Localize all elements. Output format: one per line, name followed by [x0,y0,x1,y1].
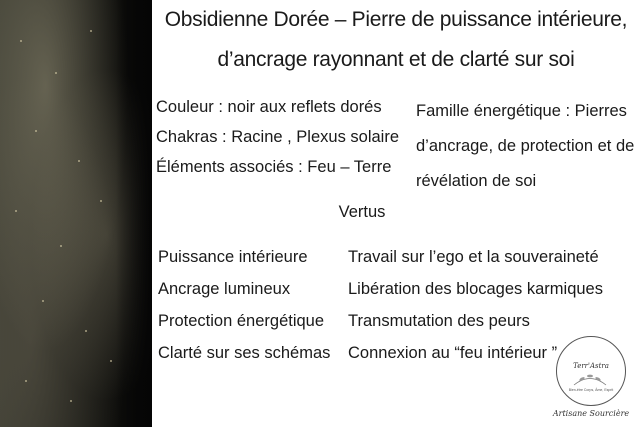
logo-caption: Artisane Sourcière [552,409,630,418]
virtue-item: Clarté sur ses schémas [158,344,331,362]
leaf-sprig-icon [570,370,610,388]
virtue-item: Travail sur l’ego et la souveraineté [348,248,599,266]
obsidian-stone-photo [0,0,152,427]
energetic-family [416,94,634,199]
virtue-item: Ancrage lumineux [158,280,291,298]
virtue-item: Puissance intérieure [158,248,308,266]
family-line-1: Famille énergétique : Pierres [416,102,627,120]
virtue-item: Libération des blocages karmiques [348,280,603,298]
virtues-list-left [158,241,330,369]
virtue-item: Protection énergétique [158,312,325,330]
logo-brand-name: Terr'Astra [573,362,609,370]
title-line-2: d’ancrage rayonnant et de clarté sur soi [217,48,575,71]
elements-property: Éléments associés : Feu – Terre [156,158,392,176]
title-line-1: Obsidienne Dorée – Pierre de puissance intérieure, [164,8,628,31]
virtues-heading: Vertus [338,203,386,221]
logo-tagline: Bien-être Corps, Âme, Esprit [568,388,614,392]
chakras-property: Chakras : Racine , Plexus solaire [156,128,400,146]
stone-properties [156,92,399,182]
family-line-3: révélation de soi [416,172,537,190]
color-property: Couleur : noir aux reflets dorés [156,98,382,116]
family-line-2: d’ancrage, de protection et de [416,137,635,155]
photo-shadow [116,0,152,427]
brand-logo [548,336,634,422]
virtue-item: Transmutation des peurs [348,312,530,330]
virtue-item: Connexion au “feu intérieur ” [348,344,558,362]
